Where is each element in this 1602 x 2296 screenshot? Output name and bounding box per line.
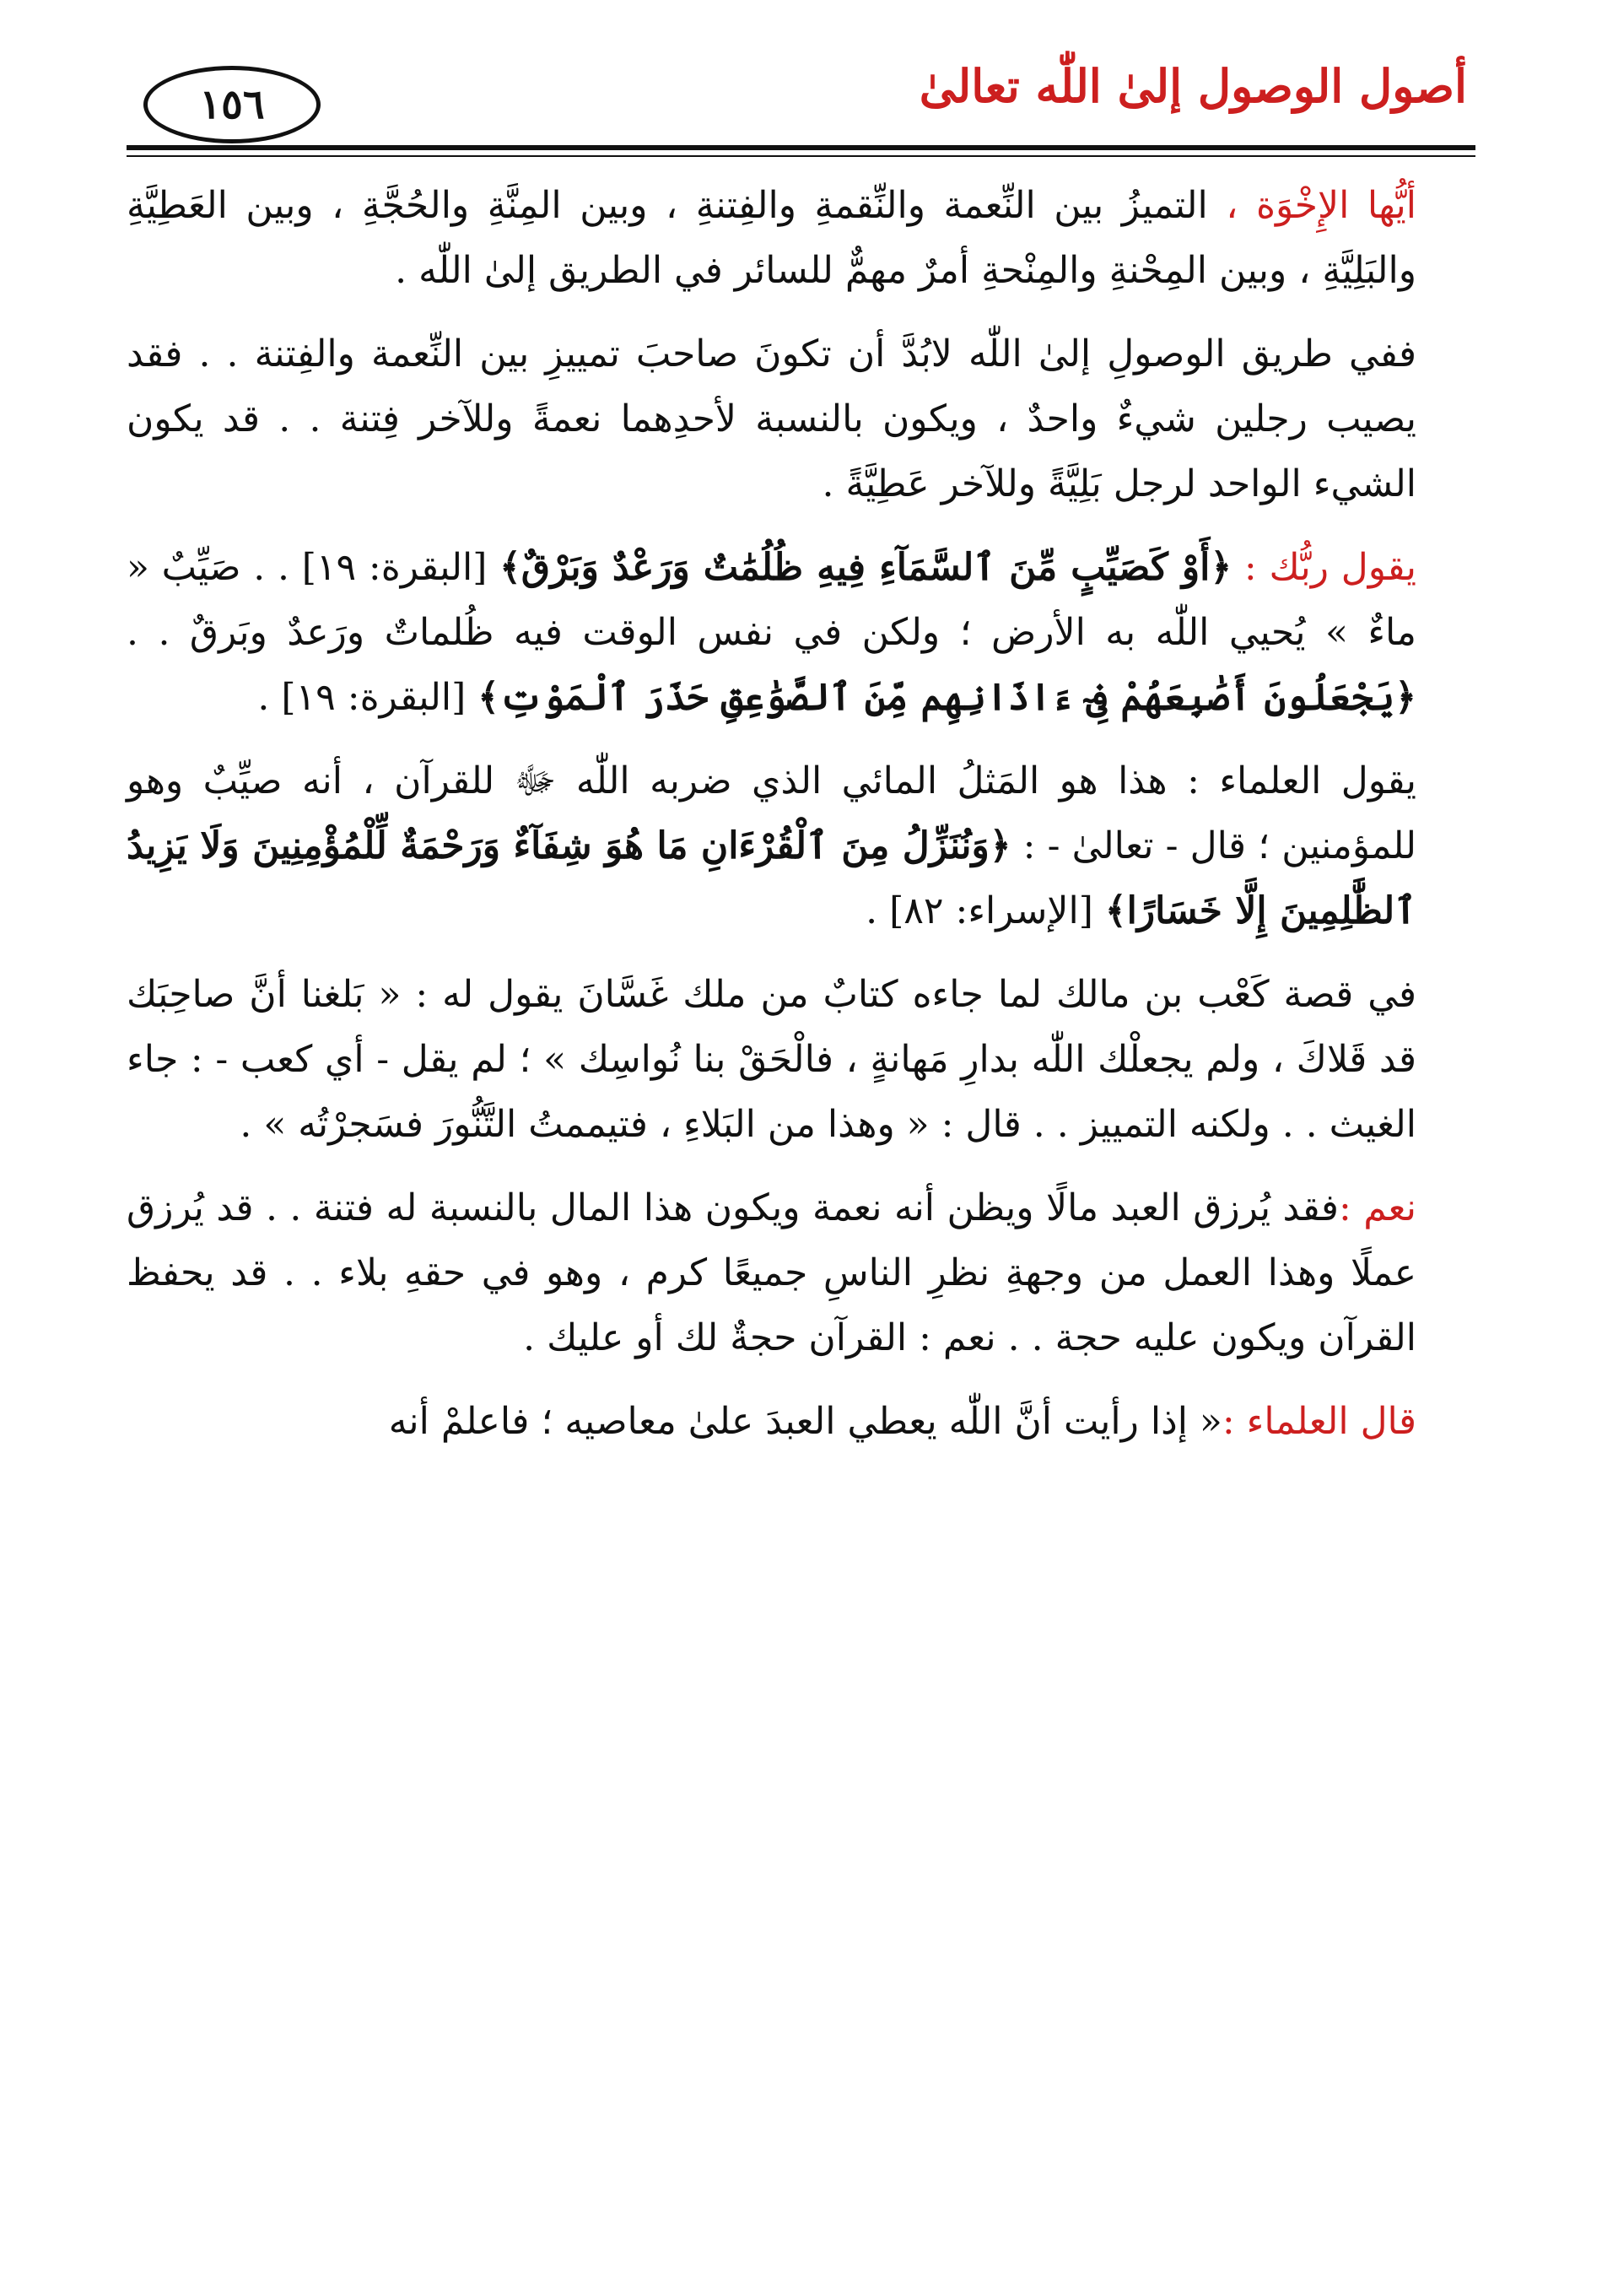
quran-verse: ﴿أَوْ كَصَيِّبٍ مِّنَ ٱلسَّمَآءِ فِيهِ ظُلُمَٰتٌ وَرَعْدٌ وَبَرْقٌ﴾ [499,546,1233,589]
paragraph-1 [127,173,1475,303]
paragraph-lead: يقول ربُّك : [1243,546,1416,589]
page-number: ١٥٦ [199,81,265,128]
paragraph-5 [127,962,1475,1157]
verse-reference: [الإسراء: ٨٢] . [866,889,1093,932]
paragraph-4 [127,748,1475,943]
running-title: أصول الوصول إلىٰ اللّٰه تعالىٰ [919,59,1467,113]
paragraph-text: ففي طريق الوصولِ إلىٰ اللّٰه لابُدَّ أن تكونَ صاحبَ تمييزِ بين النِّعمة والفِتنة . . فقد يصيب رجلين شيءٌ واحدٌ ، ويكون بالنسبة لأحدِهما نعمةً وللآخر فِتنة . . قد يكون الشيء الواحد لرجل بَلِيَّةً وللآخر عَطِيَّةً . [127,332,1416,505]
paragraph-lead: قال العلماء : [1222,1400,1416,1443]
verse-reference: [البقرة: ١٩] . . [253,546,488,589]
quran-verse: ﴿وَنُنَزِّلُ مِنَ ٱلْقُرْءَانِ مَا هُوَ شِفَآءٌ وَرَحْمَةٌ لِّلْمُؤْمِنِينَ وَلَا يَزِيدُ ٱلظَّٰلِمِينَ إِلَّا خَسَارًا﴾ [127,824,1416,932]
paragraph-3 [127,535,1475,730]
page-body [127,173,1475,1472]
paragraph-6 [127,1175,1475,1370]
paragraph-text: « إذا رأيت أنَّ اللّٰه يعطي العبدَ علىٰ معاصيه ؛ فاعلمْ أنه [388,1400,1222,1443]
paragraph-text: التميزُ بين النِّعمة والنِّقمةِ والفِتنةِ ، وبين المِنَّةِ والحُجَّةِ ، وبين العَطِيَّةِ والبَلِيَّةِ ، وبين المِحْنةِ والمِنْحةِ أمرٌ مهمٌّ للسائر في الطريق إلىٰ اللّٰه . [127,184,1416,292]
header-rule-thin [127,155,1475,157]
quran-verse: ﴿يَجْعَلُونَ أَصَٰبِعَهُمْ فِىٓ ءَاذَانِهِم مِّنَ ٱلصَّوَٰعِقِ حَذَرَ ٱلْمَوْتِ﴾ [477,676,1416,719]
page-header [127,51,1475,143]
header-rule-thick [127,145,1475,150]
paragraph-text: فقد يُرزق العبد مالًا ويظن أنه نعمة ويكون هذا المال بالنسبة له فتنة . . قد يُرزق عملًا وهذا العمل من وجهةِ نظرِ الناسِ جميعًا كرم ، وهو في حقهِ بلاء . . قد يحفظ القرآن ويكون عليه حجة . . نعم : القرآن حجةٌ لك أو عليك . [127,1186,1416,1359]
paragraph-7 [127,1389,1475,1454]
verse-reference: [البقرة: ١٩] . [257,676,467,719]
page-number-badge [143,66,321,143]
paragraph-text: صَيِّبٌ « ماءٌ » يُحيي اللّٰه به الأرض ؛ ولكن في نفس الوقت فيه ظُلماتٌ ورَعدٌ وبَرقٌ . . [127,546,1416,654]
paragraph-2 [127,321,1475,516]
paragraph-lead: نعم : [1338,1186,1416,1229]
paragraph-text: في قصة كَعْب بن مالك لما جاءه كتابٌ من ملك غَسَّانَ يقول له : « بَلغنا أنَّ صاحِبَك قد قَلاكَ ، ولم يجعلْك اللّٰه بدارِ مَهانةٍ ، فالْحَقْ بنا نُواسِك » ؛ لم يقل - أي كعب - : جاء الغيث . . ولكنه التمييز . . قال : « وهذا من البَلاءِ ، فتيممتُ التَّنُّورَ فسَجرْتُه » . [127,973,1416,1146]
paragraph-text: يقول العلماء : هذا هو المَثلُ المائي الذي ضربه اللّٰه ﷻ للقرآن ، أنه صيِّبٌ وهو للمؤمنين ؛ قال - تعالىٰ - : [127,759,1416,867]
paragraph-lead: أيُّها الإِخْوَة ، [1226,184,1416,227]
